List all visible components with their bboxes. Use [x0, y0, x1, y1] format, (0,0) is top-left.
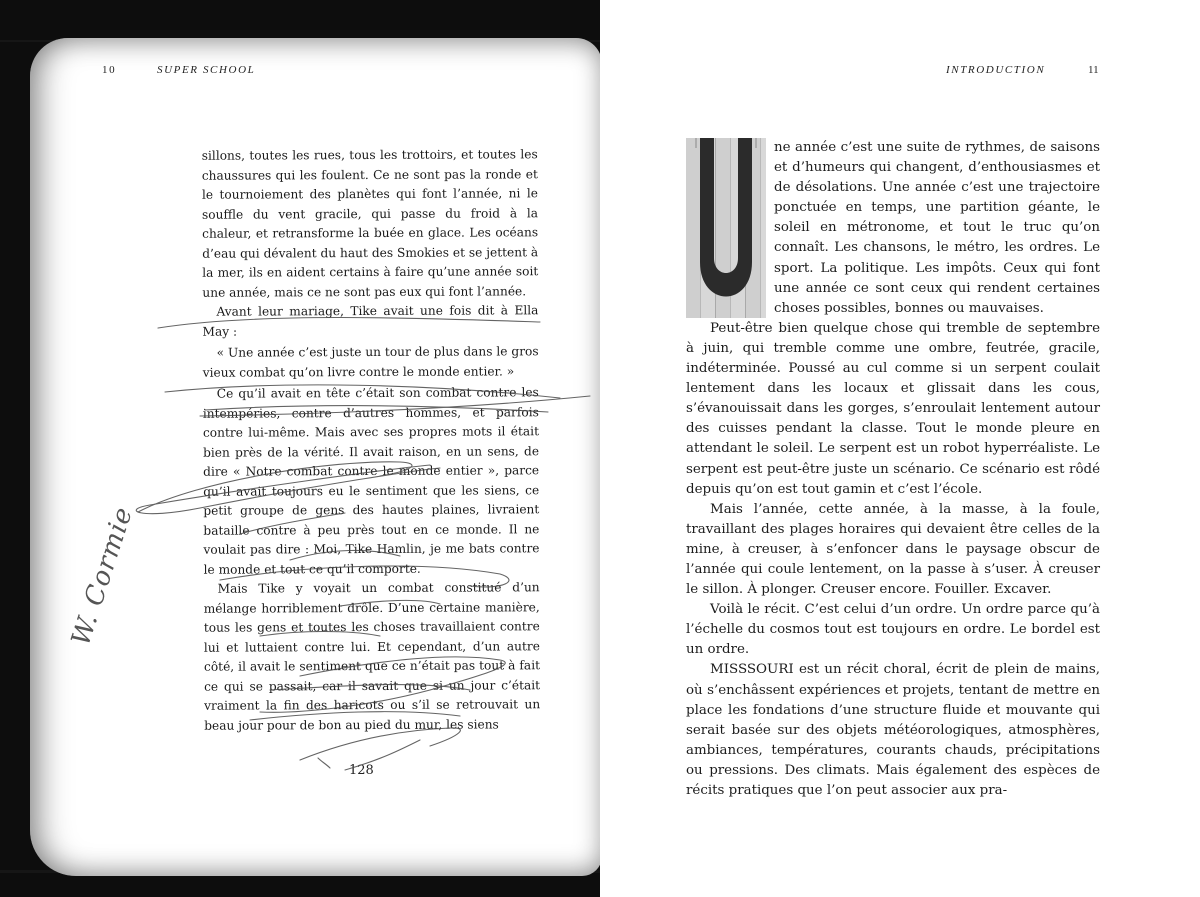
left-paragraph: sillons, toutes les rues, tous les trottoirs, et toutes les chaussures qui les foulent. Ce ne sont pas la ronde et le tournoiement des planètes qui font l’année, ni le souffle du vent gracile, qui passe du froid à la chaleur, et retransforme la buée en glace. Les océans d’eau qui dévalent du haut des Smokies et se jettent à la mer, ils en aident certains à faire qu’une année soit une année, mais ce ne sont pas eux qui font l’année. [201, 147, 539, 300]
left-paragraph: Mais Tike y voyait un combat constitué d’un mélange horriblement drôle. D’une certaine manière, tous les gens et toutes les choses travaillaient contre lui et luttaient contre lui. Et cependant, d’un autre côté, il avait le sentiment que ce n’était pas tout à fait ce qui se passait, car il savait que si un jour c’était vraiment la fin des haricots ou s’il se retrouvait un beau jour pour de bon au pied du mur, les siens [203, 580, 541, 733]
right-paragraph: MISSSOURI est un récit choral, écrit de plein de mains, où s’enchâssent expériences et projets, tentant de mettre en place les fondations d’une structure fluide et mouvante qui serait basée sur des objets météorologiques, atmosphères, ambiances, températures, courants chauds, précipitations ou pressions. Des climats. Mais également des espèces de récits pratiques que l’on peut associer aux pra- [686, 662, 1100, 798]
left-paragraph: Avant leur mariage, Tike avait une fois dit à Ella May : [202, 303, 539, 339]
handwritten-margin-note: W. Cormie [66, 503, 140, 650]
left-page-number: 10 [102, 64, 117, 76]
left-folio: 128 [349, 763, 374, 778]
left-paragraph: Ce qu’il avait en tête c’était son combat contre les intempéries, contre d’autres hommes, et parfois contre lui-même. Mais avec ses propres mots il était bien près de la vérité. Il avait raison, en un sens, de dire « Notre combat contre le monde entier », parce qu’il avait toujours eu le sentiment que les siens, ce petit groupe de gens des hautes plaines, livraient bataille contre à peu près tout en ce monde. Il ne voulait pas dire : Moi, Tike Hamlin, je me bats contre le monde et tout ce qu’il comporte. [202, 385, 540, 577]
right-page-body [686, 138, 1100, 801]
right-page-number: 11 [1088, 64, 1099, 76]
left-page-body [202, 145, 541, 735]
right-paragraph: Peut-être bien quelque chose qui tremble de septembre à juin, qui tremble comme une ombre, feutrée, gracile, indéterminée. Poussé au cul comme si un serpent coulait lentement dans les locaux et glissait dans les cous, s’évanouissait dans les gorges, s’enroulait lentement autour des cuisses pendant la classe. Tout le monde pleure en attendant le soleil. Le serpent est un robot hyperréaliste. Le serpent est peut-être juste un scénario. Ce scénario est rôdé depuis qu’on est tout gamin et c’est l’école. [686, 320, 1100, 497]
left-running-head: SUPER SCHOOL [157, 64, 256, 76]
right-running-head: INTRODUCTION [946, 64, 1046, 76]
right-paragraph-first: ne année c’est une suite de rythmes, de saisons et d’humeurs qui changent, d’enthousiasmes et de désolations. Une année c’est une trajectoire ponctuée en temps, une partition géante, le soleil en métronome, et tout le truc qu’on connaît. Les chansons, le métro, les ordres. Le sport. La politique. Les impôts. Ceux qui font une année ce sont ceux qui rendent certaines choses possibles, bonnes ou mauvaises. [774, 140, 1100, 316]
left-quote: « Une année c’est juste un tour de plus dans le gros vieux combat qu’on livre contre le monde entier. » [202, 344, 539, 380]
right-paragraph: Voilà le récit. C’est celui d’un ordre. Un ordre parce qu’à l’échelle du cosmos tout est toujours en ordre. Le bordel est un ordre. [686, 602, 1100, 658]
right-page [600, 0, 1200, 897]
right-paragraph: Mais l’année, cette année, à la masse, à la foule, travaillant des plages horaires qui devaient être celles de la mine, à creuser, à s’enfoncer dans le paysage obscur de l’année qui coule lentement, on la passe à s’user. À creuser le sillon. À plonger. Creuser encore. Fouiller. Excaver. [686, 501, 1100, 598]
